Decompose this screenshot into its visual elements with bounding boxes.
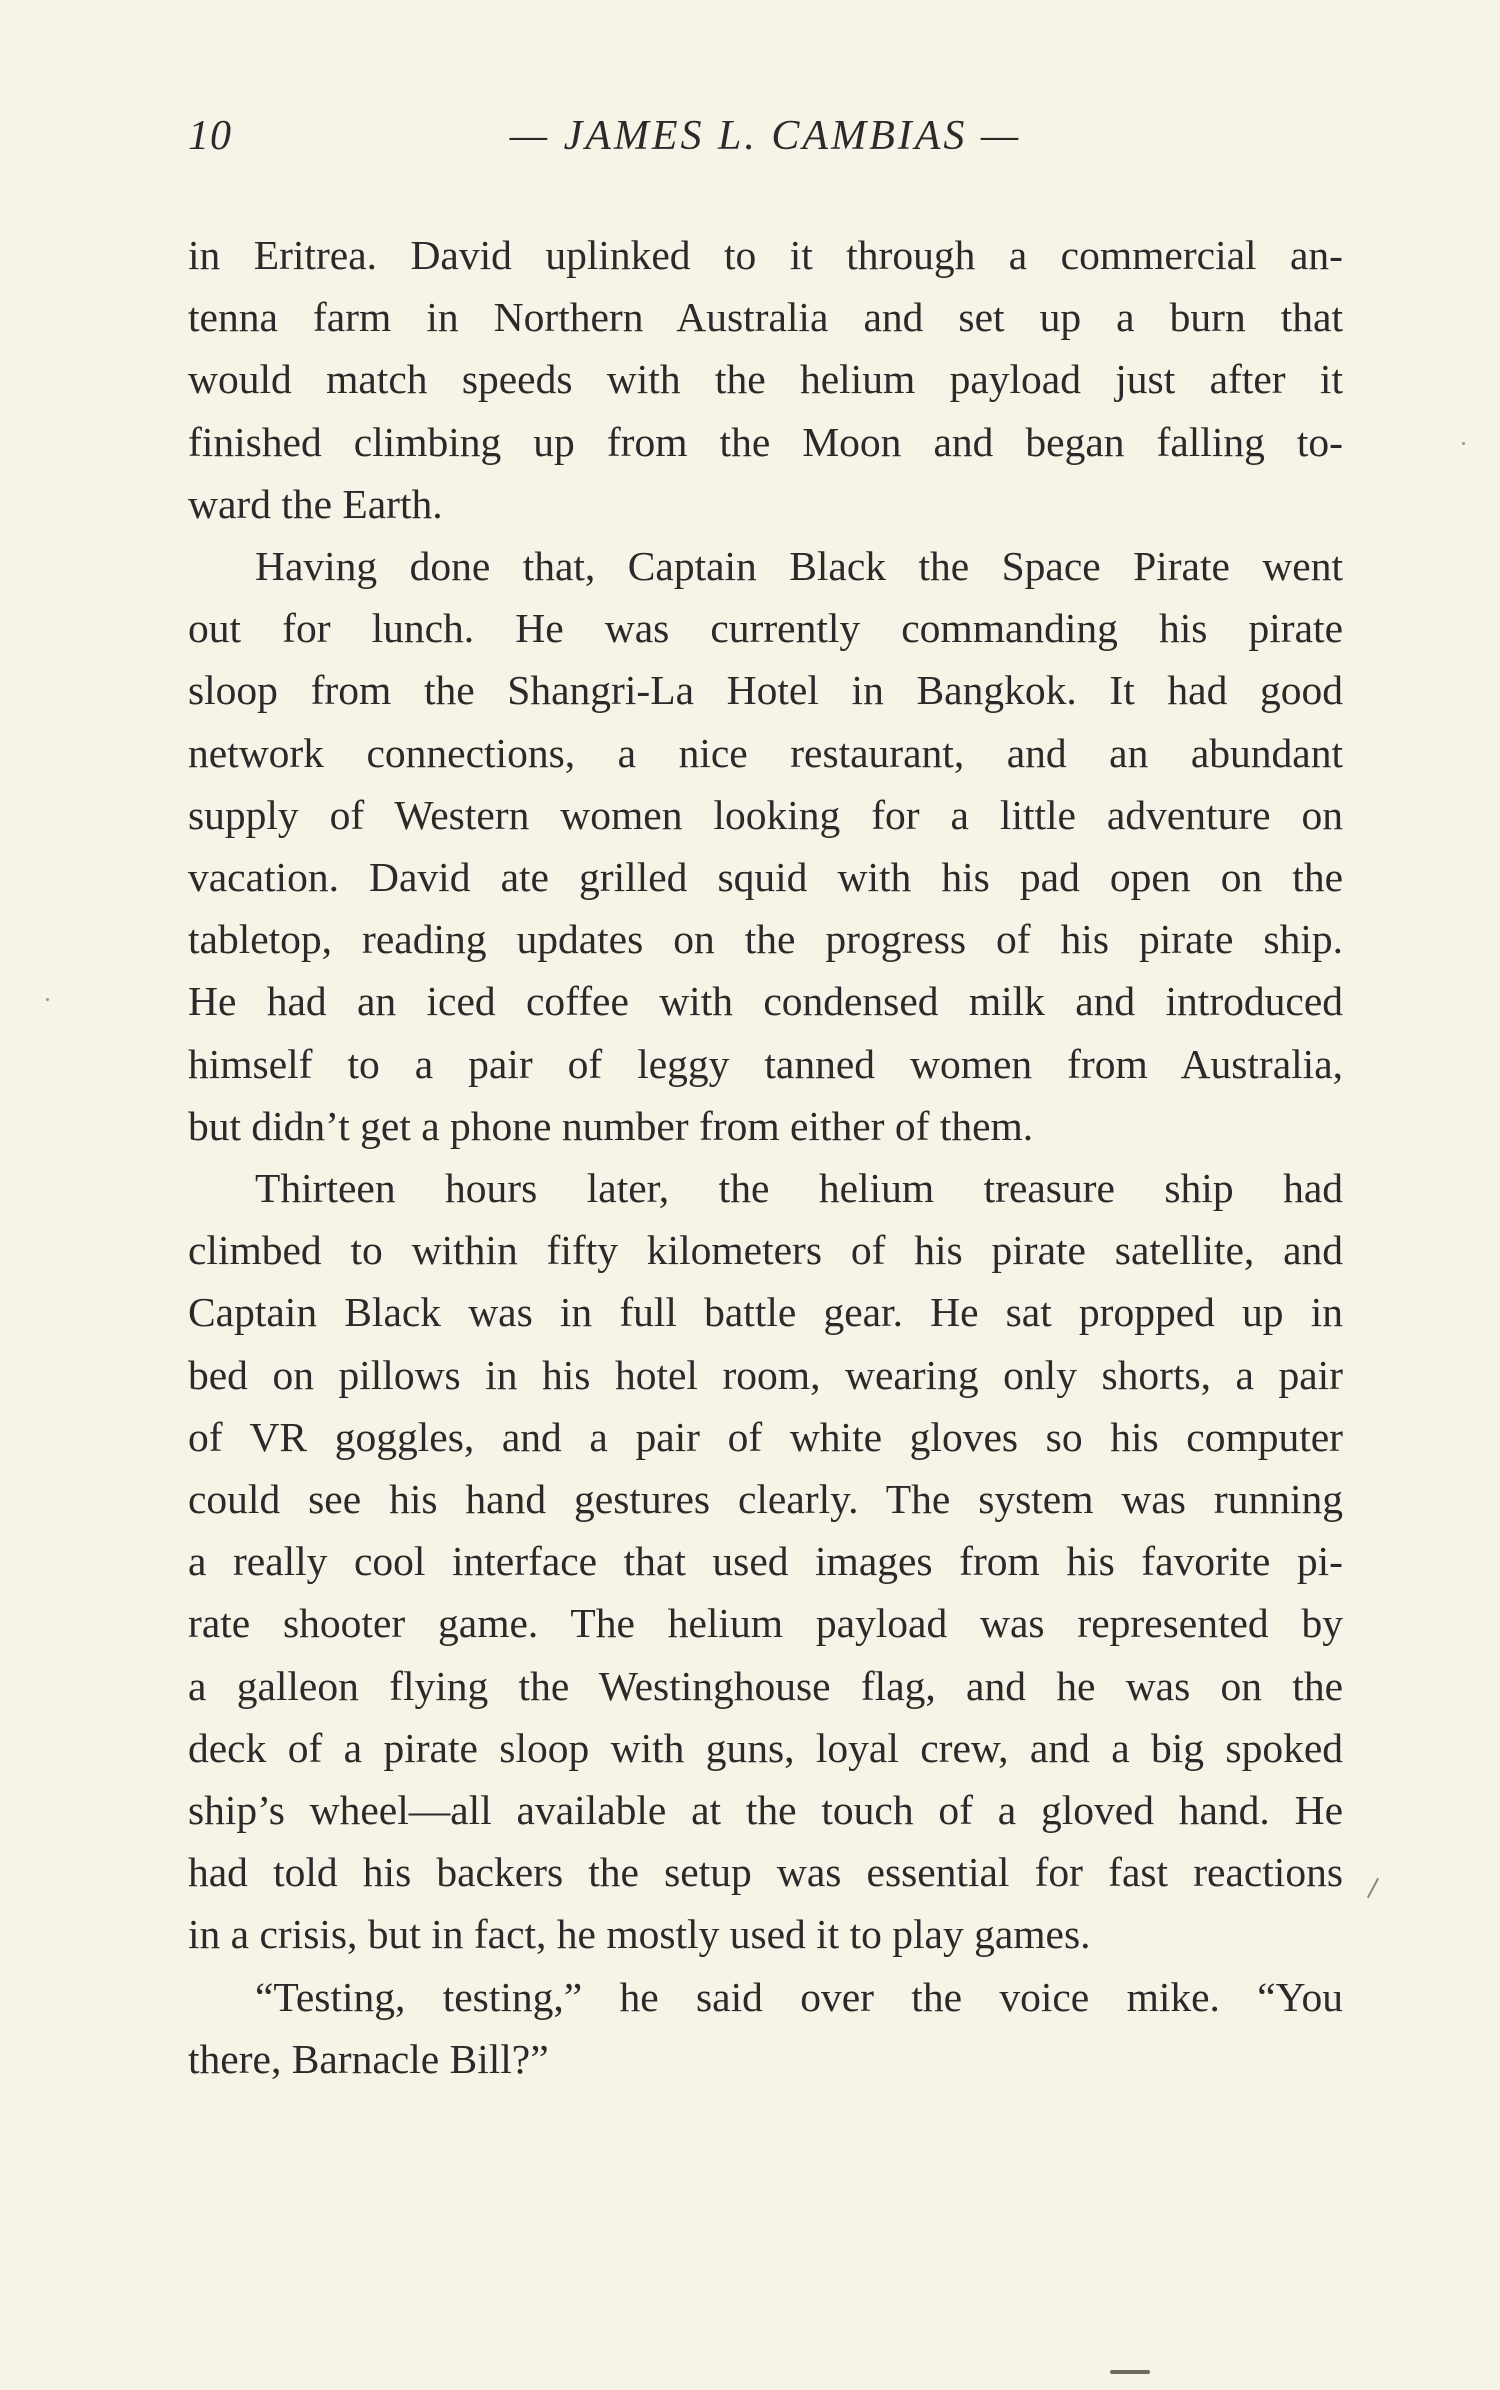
text-line: “Testing, testing,” he said over the voice mike. “You [255,1973,1343,2020]
text-line: Captain Black was in full battle gear. He sat propped up in [188,1289,1343,1336]
text-line: ship’s wheel—all available at the touch of a gloved hand. He [188,1787,1343,1834]
text-line: himself to a pair of leggy tanned women from Australia, [188,1040,1343,1087]
text-line: tenna farm in Northern Australia and set up a burn that [188,294,1343,341]
paper-speck [46,998,49,1001]
text-line: but didn’t get a phone number from either of them. [188,1102,1034,1149]
paragraph [188,224,1343,535]
text-line: would match speeds with the helium payload just after it [188,356,1343,403]
text-line: supply of Western women looking for a little adventure on [188,791,1343,838]
page-number: 10 [188,113,232,159]
text-line: of VR goggles, and a pair of white gloves so his computer [188,1413,1343,1460]
text-line: sloop from the Shangri-La Hotel in Bangkok. It had good [188,667,1343,714]
paragraph [188,1966,1343,2090]
text-line: there, Barnacle Bill?” [188,2035,549,2082]
text-line: Having done that, Captain Black the Space Pirate went [255,543,1343,590]
paper-smudge [1110,2370,1150,2374]
text-line: rate shooter game. The helium payload was represented by [188,1600,1343,1647]
running-head [188,112,1343,172]
text-line: deck of a pirate sloop with guns, loyal crew, and a big spoked [188,1724,1343,1771]
text-line: in Eritrea. David uplinked to it through a commercial an- [188,232,1343,278]
text-line: ward the Earth. [188,480,443,527]
pencil-mark [1367,1878,1379,1898]
text-line: tabletop, reading updates on the progress of his pirate ship. [188,916,1343,963]
text-line: out for lunch. He was currently commanding his pirate [188,605,1343,652]
text-line: He had an iced coffee with condensed milk and introduced [188,978,1343,1025]
text-line: a really cool interface that used images from his favorite pi- [188,1538,1343,1585]
text-line: network connections, a nice restaurant, and an abundant [188,729,1343,776]
text-line: bed on pillows in his hotel room, wearing only shorts, a pair [188,1351,1343,1398]
paragraph [188,1157,1343,1966]
body-text [188,224,1343,2090]
text-line: in a crisis, but in fact, he mostly used it to play games. [188,1911,1091,1958]
running-head-author: — JAMES L. CAMBIAS — [509,113,1022,159]
text-line: had told his backers the setup was essential for fast reactions [188,1849,1343,1896]
text-line: finished climbing up from the Moon and began falling to- [188,418,1343,465]
paragraph [188,535,1343,1157]
text-line: a galleon flying the Westinghouse flag, and he was on the [188,1662,1343,1709]
text-line: Thirteen hours later, the helium treasure ship had [255,1165,1343,1212]
paper-speck [1462,442,1465,445]
text-line: vacation. David ate grilled squid with his pad open on the [188,854,1343,901]
text-line: climbed to within fifty kilometers of his pirate satellite, and [188,1227,1343,1274]
text-line: could see his hand gestures clearly. The system was running [188,1476,1343,1523]
